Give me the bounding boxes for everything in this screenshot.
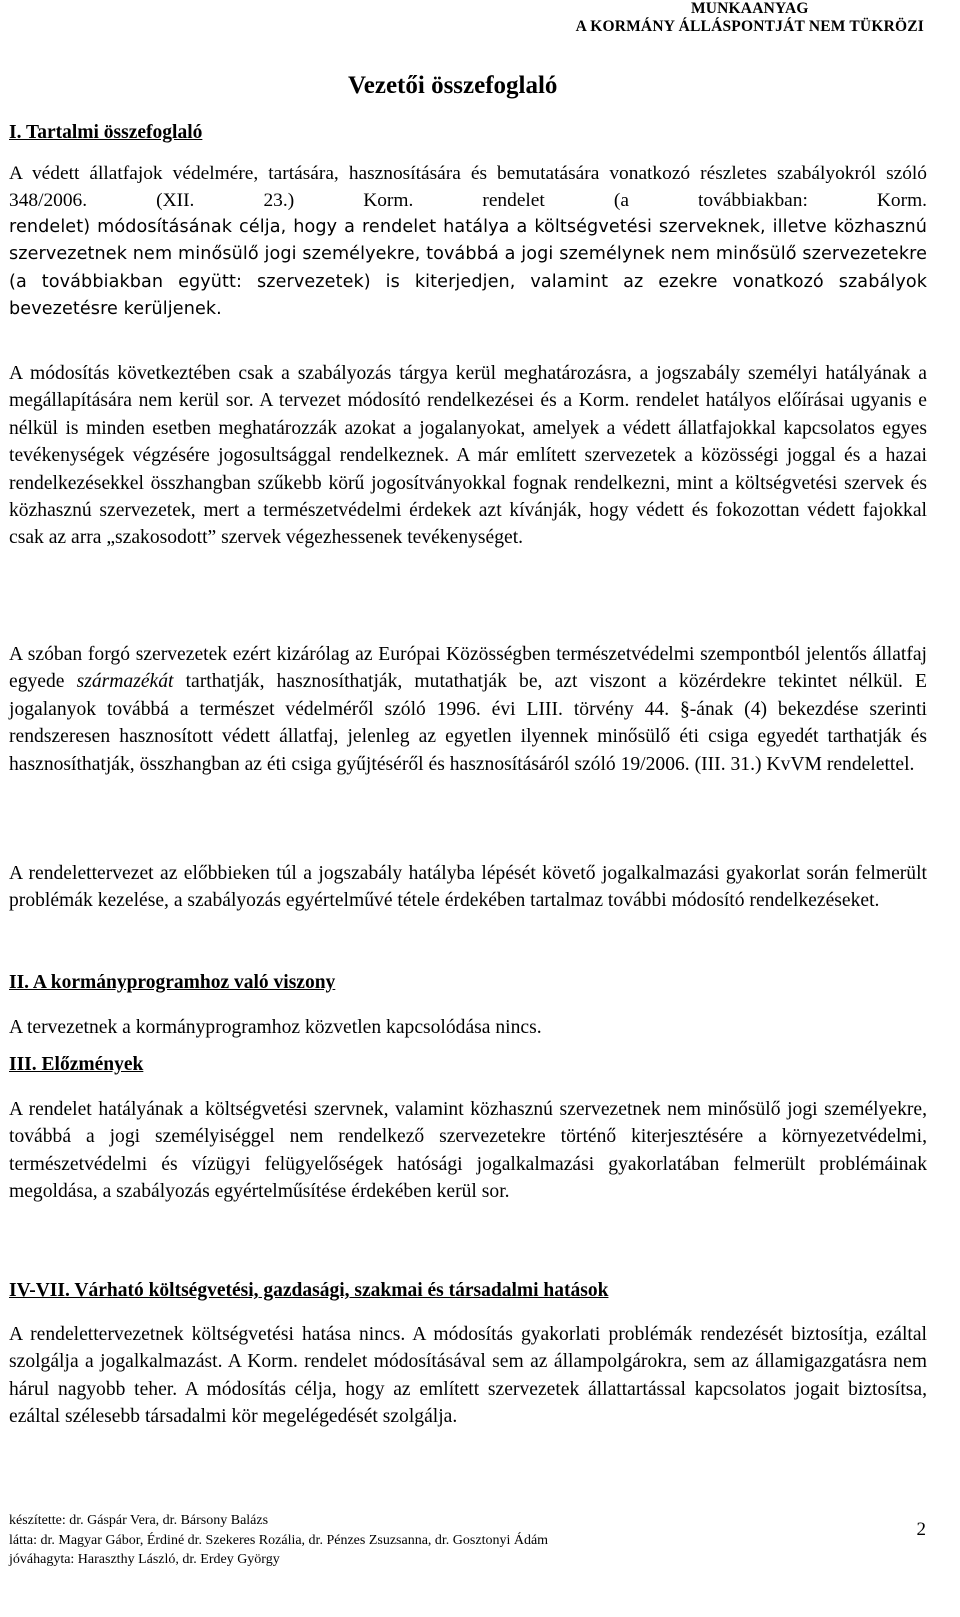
paragraph-3-part-b: tarthatják, hasznosíthatják, mutathatják be, azt viszont a közérdekre tekintet nélkül. E jogalanyok továbbá a természet védelméről szóló 1996. évi LIII. törvény 44. §-ának (4) bekezdése szerinti rendszeresen hasznosított védett állatfaj, jelenleg az egyetlen ilyennek minősülő éti csiga egyedét tarthatják és hasznosíthatják, összhangban az éti csiga gyűjtéséről és hasznosításáról szóló 19/2006. (III. 31.) KvVM rendelettel. (9, 671, 928, 775)
footer-prepared-by: készítette: dr. Gáspár Vera, dr. Bársony Balázs (9, 1513, 269, 1528)
government-program-text: A tervezetnek a kormányprogramhoz közvetlen kapcsolódása nincs. (9, 1017, 542, 1038)
paragraph-3 (9, 641, 927, 778)
footer-approved-by: jóváhagyta: Haraszthy László, dr. Erdey György (9, 1552, 280, 1567)
paragraph-4: A rendelettervezet az előbbieken túl a jogszabály hatályba lépését követő jogalkalmazási gyakorlat során felmerült problémák kezelése, a szabályozás egyértelművé tétele érdekében tartalmaz további módosító rendelkezéseket. (9, 863, 927, 912)
section-heading-expected-impacts: IV-VII. Várható költségvetési, gazdasági, szakmai és társadalmi hatások (9, 1280, 609, 1301)
paragraph-2: A módosítás következtében csak a szabályozás tárgya kerül meghatározásra, a jogszabály személyi hatályának a megállapítására nem kerül sor. A tervezet módosító rendelkezései és a Korm. rendelet hatályos előírásai ugyanis e nélkül is minden esetben meghatározzák azokat a jogalanyokat, amelyek a védett állatfajokkal kapcsolatos egyes tevékenységek végzésére jogosultsággal rendelkeznek. A már említett szervezetek a közösségi joggal és a hazai rendelkezésekkel összhangban szűkebb körű jogosítványokkal fognak rendelkezni, mint a költségvetési szervek és közhasznú szervezetek, mert a természetvédelmi érdekek azt kívánják, hogy védett és fokozottan védett fajokkal csak az arra „szakosodott” szervek végezhessenek tevékenységet. (9, 363, 927, 549)
section-heading-content-summary: I. Tartalmi összefoglaló (9, 122, 203, 143)
paragraph-1-continuation: rendelet) módosításának célja, hogy a rendelet hatálya a költségvetési szerveknek, illetve közhasznú szervezetnek nem minősülő jogi személyekre, továbbá a jogi személynek nem minősülő szervezetekre (a továbbiakban együtt: szervezetek) is kiterjedjen, valamint az ezekre vonatkozó szabályok bevezetésre kerüljenek. (9, 217, 927, 320)
paragraph-1-line-1 (9, 160, 927, 215)
document-footer (9, 1511, 548, 1570)
paragraph-3-italic: származékát (76, 671, 174, 693)
section-heading-government-program: II. A kormányprogramhoz való viszony (9, 972, 336, 993)
expected-impacts-text: A rendelettervezetnek költségvetési hatása nincs. A módosítás gyakorlati problémák rendezését biztosítja, ezáltal szolgálja a jogalkalmazást. A Korm. rendelet módosításával sem az állampolgárokra, sem az államigazgatásra nem hárul nagyobb teher. A módosítás célja, hogy az említett szervezetek állattartással kapcsolatos jogait biztosítsa, ezáltal szélesebb társadalmi kör megelégedését szolgálja. (9, 1324, 927, 1428)
paragraph-3-part-a: A szóban forgó szervezetek ezért kizárólag az Európai Közösségben természetvédelmi szempontból jelentős állatfaj egyede (9, 644, 927, 693)
footer-seen-by: látta: dr. Magyar Gábor, Érdiné dr. Szekeres Rozália, dr. Pénzes Zsuzsanna, dr. Gosztonyi Ádám (9, 1532, 549, 1548)
section-heading-antecedents: III. Előzmények (9, 1054, 144, 1075)
page-number: 2 (916, 1519, 926, 1540)
draft-stamp-line2: A KORMÁNY ÁLLÁSPONTJÁT NEM TÜKRÖZI (575, 18, 924, 35)
draft-stamp-line1: MUNKAANYAG (690, 0, 809, 17)
document-title: Vezetői összefoglaló (348, 72, 558, 99)
antecedents-text: A rendelet hatályának a költségvetési szervnek, valamint közhasznú szervezetnek nem minősülő jogi személyekre, továbbá a jogi személyiséggel nem rendelkező szervezetekre történő kiterjesztésére a környezetvédelmi, természetvédelmi és vízügyi felügyelőségek hatósági jogalkalmazási gyakorlatában felmerült problémáinak megoldása, a szabályozás egyértelműsítése érdekében kerül sor. (9, 1099, 927, 1203)
draft-stamp (576, 0, 924, 36)
paragraph-1-serif-text: A védett állatfajok védelmére, tartására, hasznosítására és bemutatására vonatkozó részletes szabályokról szóló 348/2006. (XII. 23.) Korm. rendelet (a továbbiakban: Korm. (9, 163, 927, 212)
